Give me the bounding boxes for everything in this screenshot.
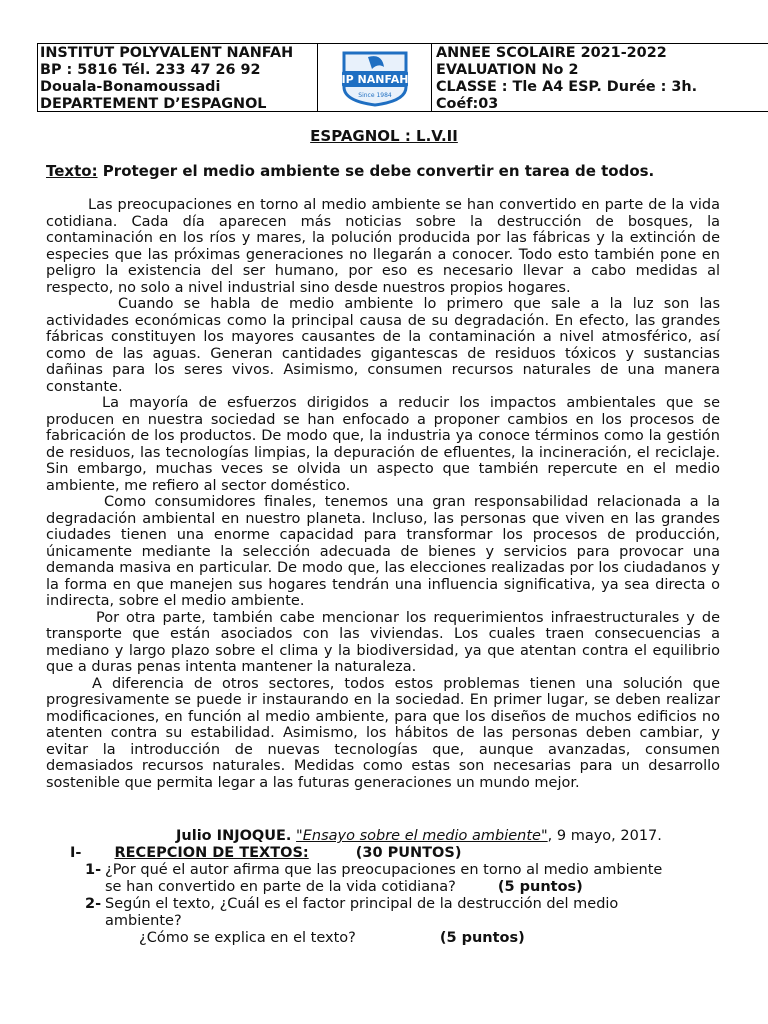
school-logo [338,49,412,107]
section-number: I- [70,845,82,861]
question-line: ¿Por qué el autor afirma que las preocupaciones en torno al medio ambiente [105,862,663,878]
paragraph-1: Las preocupaciones en torno al medio ambiente se han convertido en parte de la vida cotidiana. Cada día aparecen más noticias sobre la destrucción de bosques, la contaminación en los ríos y mares, la polución producida por las fábricas y la extinción de especies que las próximas generaciones no llegarán a conocer. Todo esto también pone en peligro la existencia del ser humano, por eso es necesario llevar a cabo medidas al respecto, no solo a nivel industrial sino desde nuestros propios hogares. [46,197,720,296]
paragraph-6: A diferencia de otros sectores, todos estos problemas tienen una solución que progresivamente se puede ir instaurando en la sociedad. En primer lugar, se deben realizar modificaciones, en función al medio ambiente, para que los diseños de muchos edificios no atenten contra su estabilidad. Asimismo, los hábitos de las personas deben cambiar, y evitar la introducción de nuevas tecnologías que, aunque avanzadas, consumen demasiados recursos naturales. Medidas como estas son necesarias para un desarrollo sostenible que permita legar a las futuras generaciones un mundo mejor. [46,675,720,791]
school-info [38,44,318,111]
section-heading [70,845,461,861]
citation-author: Julio INJOQUE. [176,828,292,844]
class-duration: CLASSE : Tle A4 ESP. Durée : 3h. [436,79,698,95]
text-heading: Proteger el medio ambiente se debe convertir en tarea de todos. [102,162,655,180]
paragraph-4: Como consumidores finales, tenemos una gran responsabilidad relacionada a la degradación ambiental en nuestro planeta. Incluso, las personas que viven en las grandes ciudades tienen una enorme capacidad para transformar los procesos de producción, únicamente mediante la selección adecuada de bienes y servicios para provocar una demanda masiva en particular. De modo que, las elecciones realizadas por los ciudadanos y la forma en que manejen sus hogares tendrán una influencia significativa, ya sea directa o indirecta, sobre el medio ambiente. [46,494,720,609]
header-table [37,43,768,112]
question-2 [85,896,725,947]
citation-work: "Ensayo sobre el medio ambiente" [296,828,548,844]
citation [176,828,662,844]
exam-info [432,44,768,111]
section-title: RECEPCION DE TEXTOS: [114,845,309,861]
paragraph-5: Por otra parte, también cabe mencionar los requerimientos infraestructurales y de transporte que están asociados con las viviendas. Los cuales traen consecuencias a mediano y largo plazo sobre el clima y la biodiversidad, ya que atentan contra el equilibrio que a duras penas intenta mantener la naturaleza. [46,609,720,675]
evaluation-number: EVALUATION No 2 [436,62,579,78]
logo-since: Since 1984 [357,91,392,99]
subject-title: ESPAGNOL : L.V.II [310,127,458,145]
question-line: ambiente? [105,913,182,929]
coefficient: Coéf:03 [436,96,499,111]
citation-date: , 9 mayo, 2017. [547,828,662,844]
text-title [46,162,654,180]
question-text [85,896,725,947]
paragraph-3: La mayoría de esfuerzos dirigidos a reducir los impactos ambientales que se producen en nuestra sociedad se han enfocado a proponer cambios en los procesos de fabricación de los productos. De modo que, la industria ya conoce términos como la gestión de residuos, las tecnologías limpias, la depuración de efluentes, la incineración, el reciclaje. Sin embargo, muchas veces se olvida un aspecto que también repercute en el medio ambiente, me refiero al sector doméstico. [46,395,720,494]
text-label: Texto: [46,162,98,180]
paragraph-2: Cuando se habla de medio ambiente lo primero que sale a la luz son las actividades económicas como la principal causa de su degradación. En efecto, las grandes fábricas constituyen los mayores causantes de la contaminación a nivel atmosférico, así como de las aguas. Generan cantidades gigantescas de residuos tóxicos y sustancias dañinas para los seres vivos. Asimismo, consumen recursos naturales de una manera constante. [46,296,720,395]
question-number: 1- [85,862,102,878]
school-year: ANNEE SCOLAIRE 2021-2022 [436,45,667,61]
logo-text: IP NANFAH [341,72,408,86]
question-line: se han convertido en parte de la vida cotidiana? (5 puntos) [105,879,583,895]
school-name: INSTITUT POLYVALENT NANFAH [40,45,294,61]
question-line: Según el texto, ¿Cuál es el factor principal de la destrucción del medio [105,896,619,912]
question-number: 2- [85,896,102,912]
school-phone: BP : 5816 Tél. 233 47 26 92 [40,62,261,78]
question-1 [85,862,725,896]
question-text [85,862,725,896]
department: DEPARTEMENT D’ESPAGNOL [40,96,267,111]
question-points: (5 puntos) [497,879,583,895]
logo-cell [318,44,432,111]
school-location: Douala-Bonamoussadi [40,79,221,95]
section-points: (30 PUNTOS) [355,845,462,861]
question-points: (5 puntos) [439,930,525,946]
question-line: ¿Cómo se explica en el texto? (5 puntos) [139,930,525,946]
reading-text [46,197,720,791]
